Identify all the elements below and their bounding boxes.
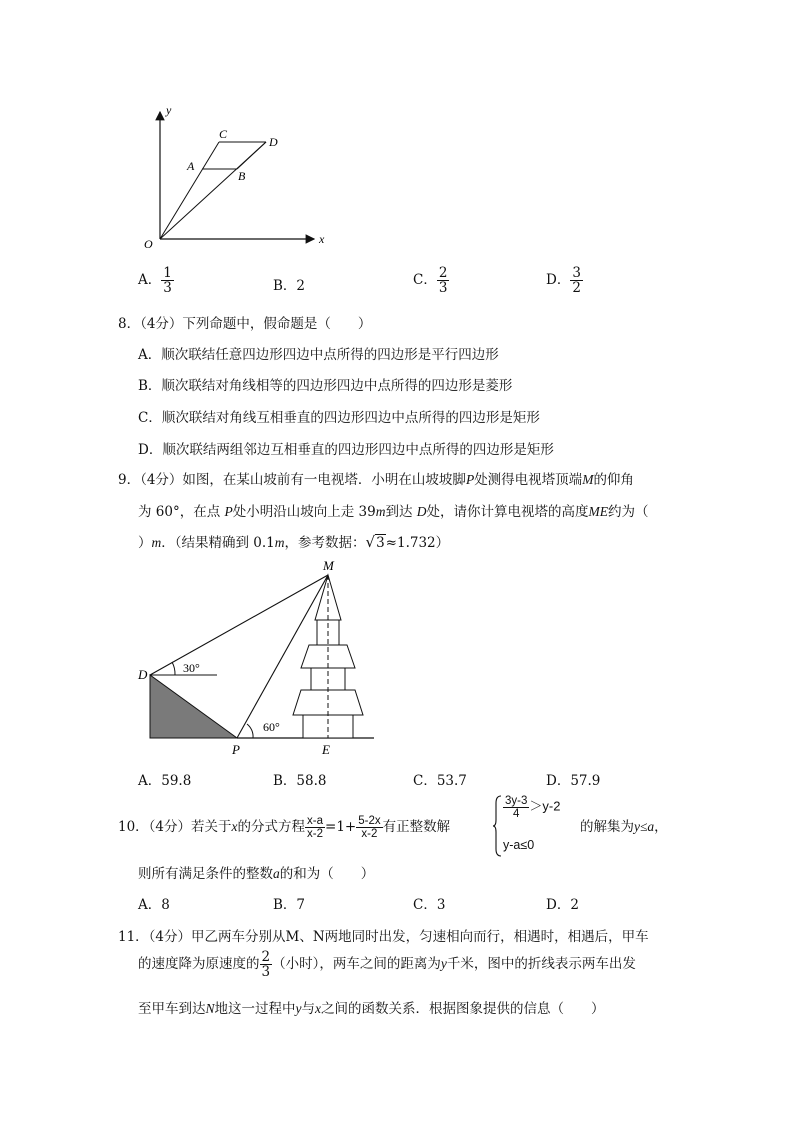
angle-30: 30°: [183, 661, 200, 675]
label-b: B: [238, 169, 246, 183]
q10-stem-tail: 的解集为y≤a，: [580, 819, 668, 835]
q9-tower-figure: [135, 558, 395, 758]
sqrt-sign: √: [365, 533, 376, 551]
q10-stem-line2: 则所有满足条件的整数a的和为（ ）: [138, 866, 375, 882]
q7-option-c[interactable]: C． $\frac{2}{3}$: [413, 265, 448, 297]
q11-stem-line3: 至甲车到达N地这一过程中y与x之间的函数关系．根据图象提供的信息（ ）: [138, 1001, 605, 1017]
label-p: P: [232, 742, 240, 757]
q7-option-d[interactable]: D． $\frac{3}{2}$: [546, 265, 581, 297]
q10-option-d[interactable]: D．2: [546, 897, 579, 913]
q10-option-c[interactable]: C．3: [413, 897, 446, 913]
slope-shaded: [150, 675, 237, 738]
q9-option-c[interactable]: C．53.7: [413, 773, 467, 789]
q9-option-d[interactable]: D．57.9: [546, 773, 601, 789]
q9-stem-line1: 9．（4分）如图，在某山坡前有一电视塔．小明在山坡坡脚P处测得电视塔顶端M的仰角: [118, 472, 634, 488]
q9-option-b[interactable]: B．58.8: [273, 773, 327, 789]
label-a: A: [187, 159, 195, 173]
label-d: D: [138, 667, 148, 682]
q10-option-a[interactable]: A．8: [138, 897, 170, 913]
label-d: D: [269, 135, 278, 149]
angle-60: 60°: [263, 720, 280, 734]
q11-stem-line1: 11．（4分）甲乙两车分别从M、N两地同时出发，匀速相向而行，相遇时，相遇后，甲车: [118, 929, 649, 945]
label-o: O: [144, 237, 153, 251]
q9-stem-line3: ）m．（结果精确到 0.1m，参考数据：√3≈1.732）: [138, 533, 450, 551]
q7-option-a[interactable]: A． $\frac{1}{3}$: [138, 265, 172, 297]
q7-option-b[interactable]: B．2: [273, 278, 306, 294]
label-m: M: [323, 558, 334, 573]
q9-stem-line2: 为 60°，在点 P处小明沿山坡向上走 39m到达 D处，请你计算电视塔的高度ME约为（: [138, 504, 649, 520]
q8-stem: 8．（4分）下列命题中，假命题是（ ）: [118, 316, 372, 332]
label-x: x: [319, 232, 325, 246]
label-c: C: [219, 127, 228, 141]
q9-option-a[interactable]: A．59.8: [138, 773, 192, 789]
q11-stem-line2: 的速度降为原速度的 $\frac{2}{3}$ （小时），两车之间的距离为y千米，图中的折线表示两车出发: [138, 949, 636, 981]
q8-option-a[interactable]: A．顺次联结任意四边形四边中点所得的四边形是平行四边形: [138, 347, 499, 363]
q7-coordinate-figure: [130, 100, 340, 255]
line-dm: [150, 575, 328, 675]
q8-option-d[interactable]: D．顺次联结两组邻边互相垂直的四边形四边中点所得的四边形是矩形: [138, 442, 554, 458]
q8-option-c[interactable]: C．顺次联结对角线互相垂直的四边形四边中点所得的四边形是矩形: [138, 410, 540, 426]
label-y: y: [166, 103, 172, 117]
line-oc: [160, 142, 219, 239]
label-e: E: [322, 742, 330, 757]
q10-stem-line1: 10．（4分）若关于x的分式方程 $\frac{x-a}{x-2}$ =1+ $\frac{5-2x}{x-2}$ 有正整数解: [118, 815, 451, 841]
q10-option-b[interactable]: B．7: [273, 897, 306, 913]
segment-bd: [237, 142, 266, 169]
q8-option-b[interactable]: B．顺次联结对角线相等的四边形四边中点所得的四边形是菱形: [138, 378, 513, 394]
